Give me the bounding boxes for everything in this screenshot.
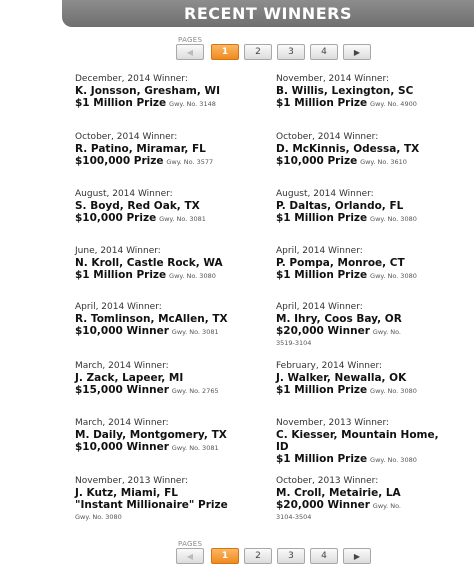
- chevron-right-icon: ▶: [353, 47, 361, 57]
- winner-entry: [75, 418, 265, 454]
- giveaway-number: Gwy. No.: [372, 502, 401, 510]
- winner-date: April, 2014 Winner:: [75, 302, 162, 312]
- winner-date: December, 2014 Winner:: [75, 74, 188, 84]
- winner-date: November, 2013 Winner:: [75, 476, 189, 486]
- giveaway-number: Gwy. No. 3080: [370, 387, 417, 395]
- winner-date: March, 2014 Winner:: [75, 361, 169, 371]
- chevron-left-icon: ◀: [186, 47, 194, 57]
- page-title: RECENT WINNERS: [184, 4, 352, 23]
- winner-name: D. McKinnis, Odessa, TX: [276, 143, 420, 155]
- page-button-1[interactable]: 1: [211, 548, 239, 564]
- giveaway-number: Gwy. No. 3081: [159, 215, 206, 223]
- winner-entry: [75, 132, 265, 168]
- giveaway-number: Gwy. No. 3577: [166, 158, 214, 166]
- winner-date: October, 2013 Winner:: [276, 476, 379, 486]
- next-page-button[interactable]: [343, 44, 371, 60]
- winner-entry: [276, 361, 466, 397]
- giveaway-number: Gwy. No. 2765: [171, 387, 219, 395]
- winner-prize: $1 Million Prize: [276, 97, 368, 109]
- winner-name: M. Ihry, Coos Bay, OR: [276, 313, 402, 325]
- winner-name: K. Jonsson, Gresham, WI: [75, 85, 221, 97]
- winner-date: August, 2014 Winner:: [276, 189, 374, 199]
- giveaway-number: Gwy. No. 3081: [171, 328, 219, 336]
- giveaway-number-continued: 3519-3104: [276, 339, 312, 347]
- page-button-4[interactable]: 4: [310, 548, 338, 564]
- winner-prize: $20,000 Winner: [276, 499, 370, 511]
- winner-entry: [276, 132, 466, 168]
- giveaway-number: Gwy. No. 3080: [75, 513, 122, 521]
- winner-entry: [276, 74, 466, 110]
- winner-name: J. Zack, Lapeer, MI: [75, 372, 184, 384]
- giveaway-number: Gwy. No. 3610: [360, 158, 407, 166]
- winner-prize: $1 Million Prize: [276, 384, 368, 396]
- pagination-top: [176, 36, 376, 72]
- pages-label: PAGES: [178, 36, 203, 44]
- prev-page-button[interactable]: [176, 548, 204, 564]
- giveaway-number-continued: 3104-3504: [276, 513, 312, 521]
- giveaway-number: Gwy. No. 4900: [370, 100, 417, 108]
- winner-date: October, 2014 Winner:: [276, 132, 379, 142]
- winner-entry: [75, 74, 265, 110]
- giveaway-number: Gwy. No. 3080: [169, 272, 216, 280]
- winner-entry: [276, 418, 466, 466]
- winner-date: October, 2014 Winner:: [75, 132, 178, 142]
- winner-name: P. Daltas, Orlando, FL: [276, 200, 404, 212]
- winner-name: P. Pompa, Monroe, CT: [276, 257, 405, 269]
- winner-prize: $10,000 Prize: [75, 212, 157, 224]
- winner-name-continued: ID: [276, 441, 289, 453]
- winner-date: April, 2014 Winner:: [276, 302, 363, 312]
- winner-entry: [75, 246, 265, 282]
- winner-entry: [75, 361, 265, 397]
- pagination-bottom: [176, 540, 376, 576]
- winner-entry: [75, 189, 265, 225]
- winner-entry: [75, 302, 265, 338]
- winner-date: April, 2014 Winner:: [276, 246, 363, 256]
- winner-date: November, 2014 Winner:: [276, 74, 390, 84]
- giveaway-number: Gwy. No. 3080: [370, 456, 417, 464]
- giveaway-number: Gwy. No. 3081: [171, 444, 219, 452]
- winner-prize: $1 Million Prize: [276, 212, 368, 224]
- prev-page-button[interactable]: [176, 44, 204, 60]
- winner-prize: "Instant Millionaire" Prize: [75, 499, 228, 511]
- winner-name: J. Walker, Newalla, OK: [276, 372, 407, 384]
- chevron-right-icon: ▶: [353, 551, 361, 561]
- winner-prize: $1 Million Prize: [276, 269, 368, 281]
- next-page-button[interactable]: [343, 548, 371, 564]
- winner-date: February, 2014 Winner:: [276, 361, 383, 371]
- winner-prize: $15,000 Winner: [75, 384, 169, 396]
- header-banner: [62, 0, 474, 27]
- giveaway-number: Gwy. No.: [372, 328, 401, 336]
- winner-name: M. Croll, Metairie, LA: [276, 487, 401, 499]
- winner-entry: [276, 302, 466, 348]
- winner-entry: [276, 476, 466, 522]
- giveaway-number: Gwy. No. 3148: [169, 100, 216, 108]
- winner-date: March, 2014 Winner:: [75, 418, 169, 428]
- pages-label: PAGES: [178, 540, 203, 548]
- winner-entry: [276, 189, 466, 225]
- page-button-2[interactable]: 2: [244, 548, 272, 564]
- winner-date: November, 2013 Winner:: [276, 418, 390, 428]
- winner-prize: $1 Million Prize: [276, 453, 368, 465]
- winner-entry: [75, 476, 265, 522]
- giveaway-number: Gwy. No. 3080: [370, 215, 417, 223]
- winner-entry: [276, 246, 466, 282]
- winner-prize: $1 Million Prize: [75, 97, 167, 109]
- page-button-2[interactable]: 2: [244, 44, 272, 60]
- winner-prize: $100,000 Prize: [75, 155, 164, 167]
- page-button-4[interactable]: 4: [310, 44, 338, 60]
- winner-name: S. Boyd, Red Oak, TX: [75, 200, 200, 212]
- winner-date: August, 2014 Winner:: [75, 189, 173, 199]
- winner-name: J. Kutz, Miami, FL: [75, 487, 178, 499]
- winner-prize: $10,000 Winner: [75, 441, 169, 453]
- winner-name: M. Daily, Montgomery, TX: [75, 429, 227, 441]
- winner-name: B. Willis, Lexington, SC: [276, 85, 414, 97]
- winner-name: R. Patino, Miramar, FL: [75, 143, 206, 155]
- winner-name: C. Kiesser, Mountain Home,: [276, 429, 439, 441]
- winner-prize: $10,000 Winner: [75, 325, 169, 337]
- page-button-1[interactable]: 1: [211, 44, 239, 60]
- winner-date: June, 2014 Winner:: [75, 246, 161, 256]
- winner-name: N. Kroll, Castle Rock, WA: [75, 257, 223, 269]
- winner-prize: $10,000 Prize: [276, 155, 358, 167]
- winner-name: R. Tomlinson, McAllen, TX: [75, 313, 228, 325]
- chevron-left-icon: ◀: [186, 551, 194, 561]
- giveaway-number: Gwy. No. 3080: [370, 272, 417, 280]
- winner-prize: $1 Million Prize: [75, 269, 167, 281]
- page-button-3[interactable]: 3: [277, 44, 305, 60]
- page-button-3[interactable]: 3: [277, 548, 305, 564]
- winner-prize: $20,000 Winner: [276, 325, 370, 337]
